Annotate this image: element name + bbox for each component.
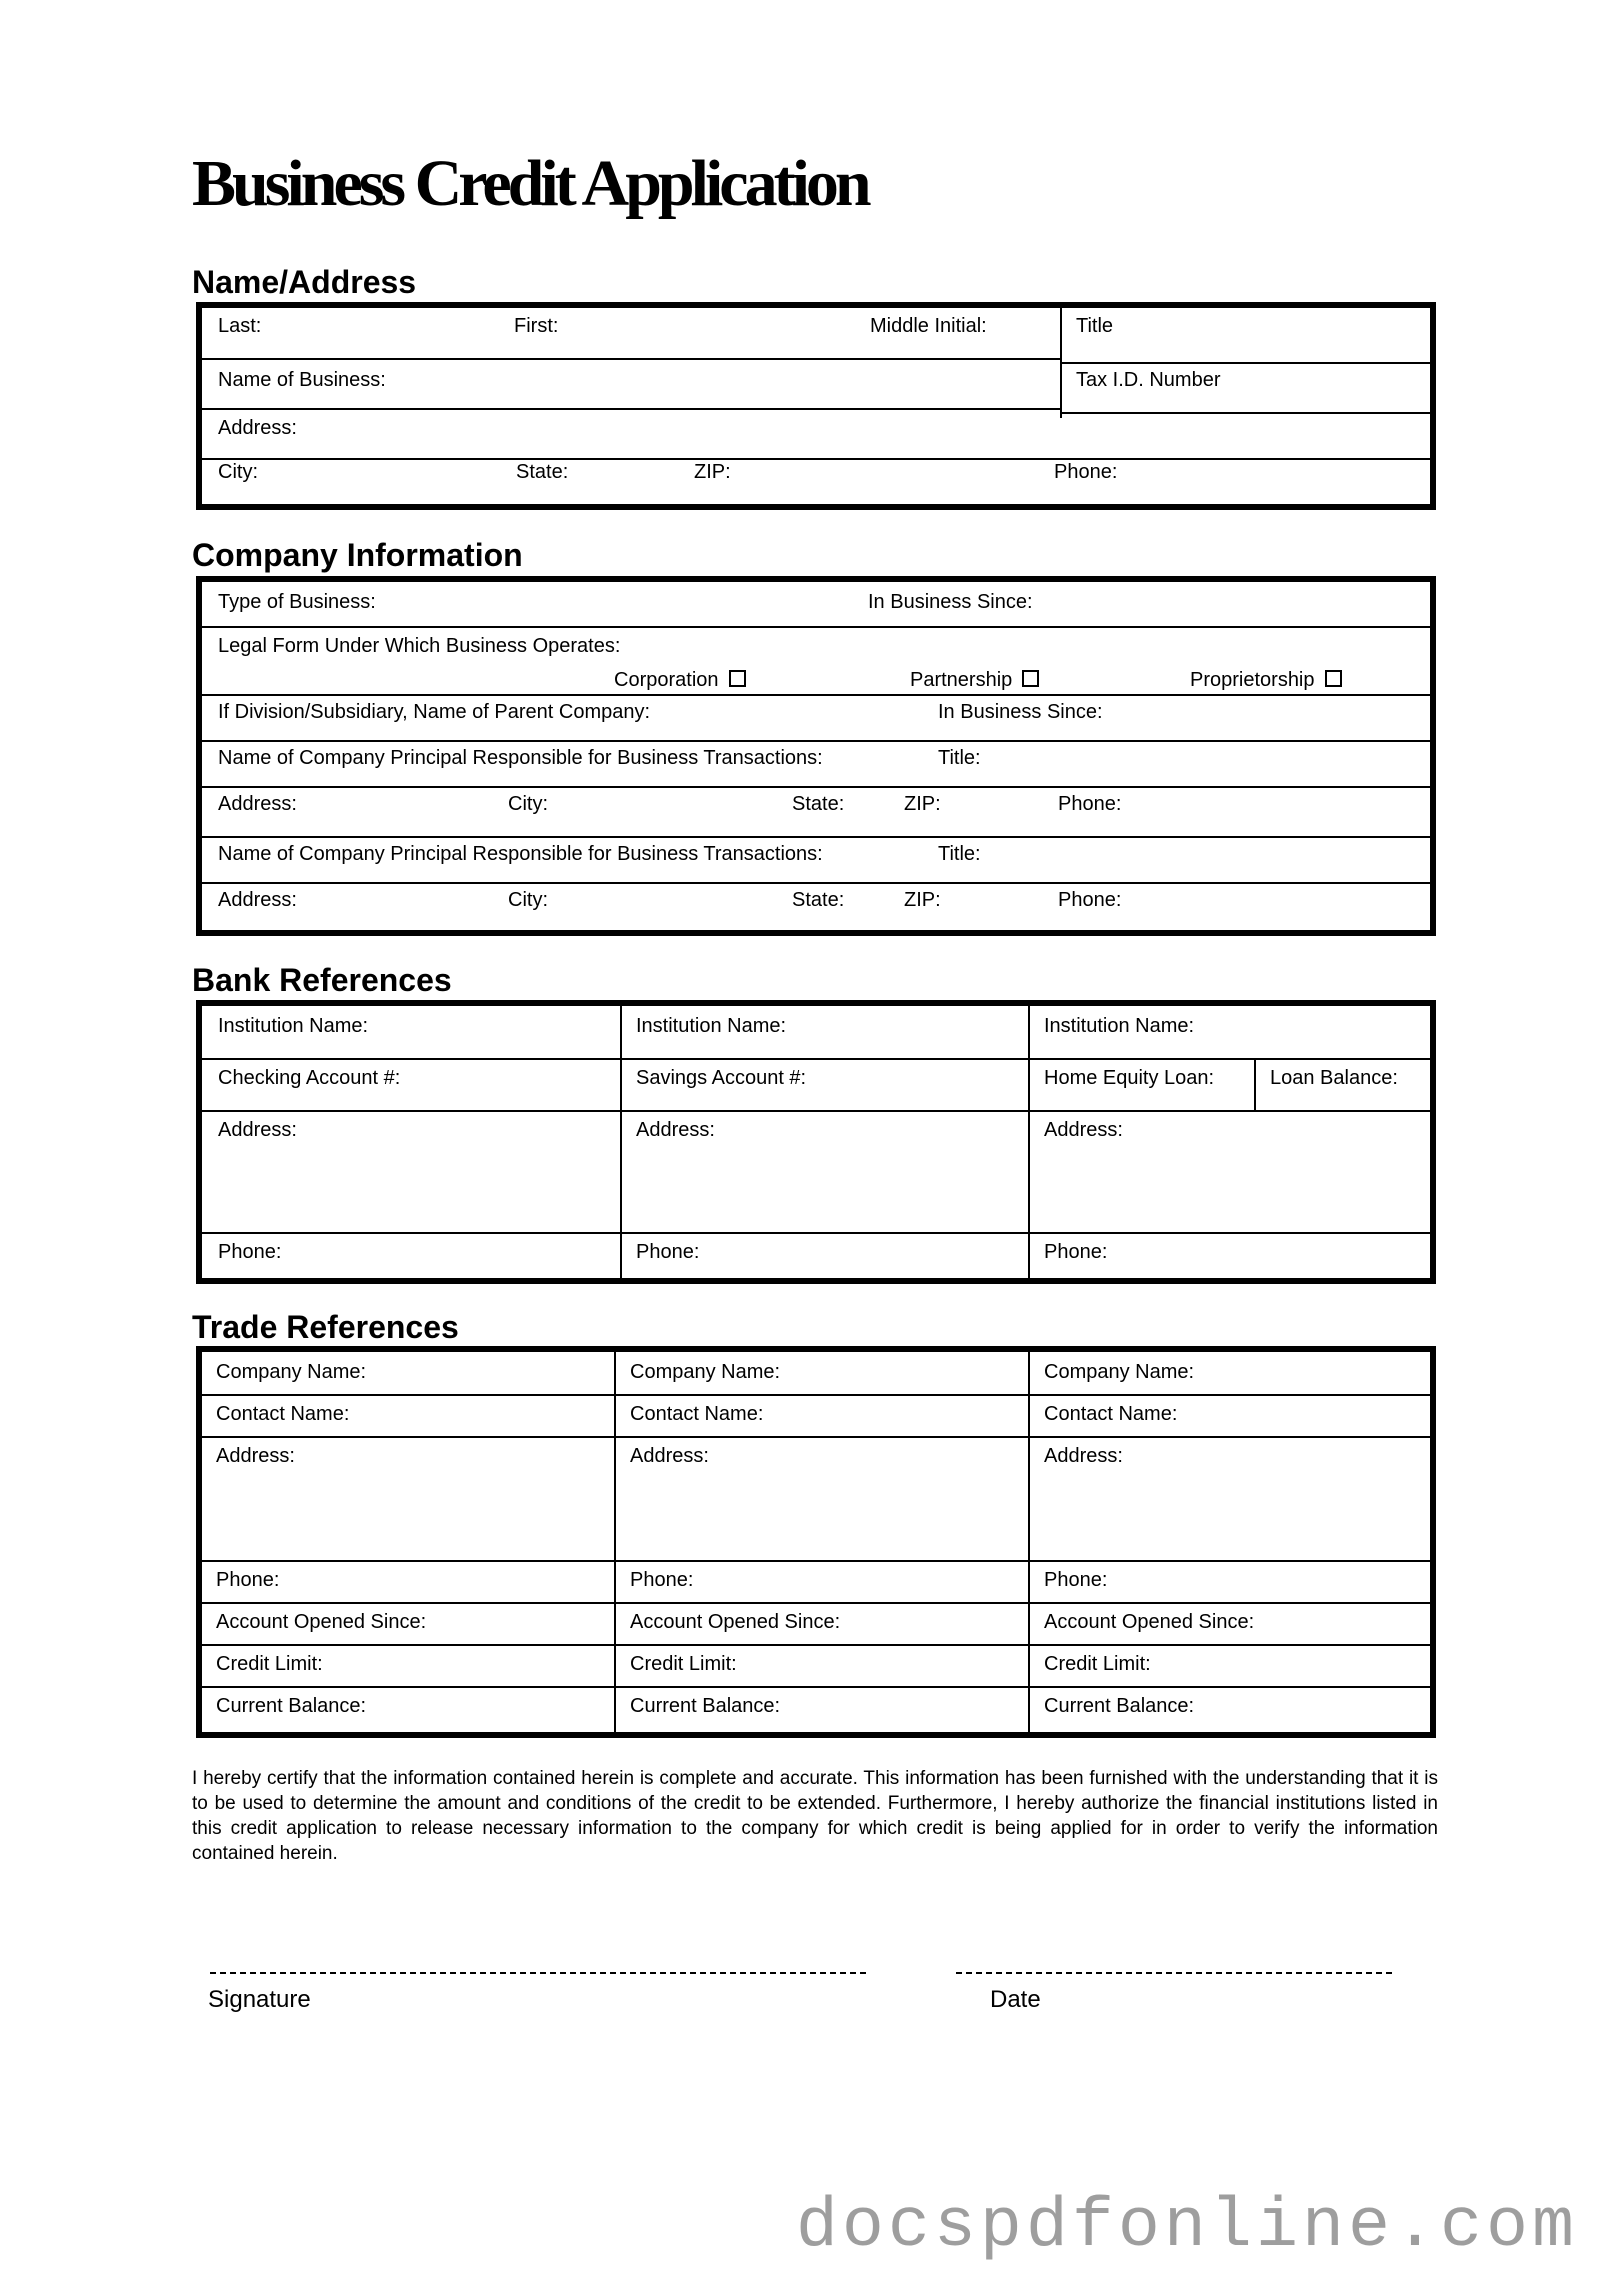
principal-city-field-2[interactable]: City: bbox=[508, 889, 548, 911]
principal-state-field-2[interactable]: State: bbox=[792, 889, 845, 911]
bank1-institution-name[interactable]: Institution Name: bbox=[218, 1015, 369, 1037]
trade2-current-balance[interactable]: Current Balance: bbox=[630, 1695, 781, 1717]
partnership-checkbox[interactable] bbox=[1022, 670, 1039, 687]
company-info-box bbox=[196, 576, 1436, 936]
signature-line[interactable] bbox=[210, 1972, 866, 1974]
trade3-contact-name[interactable]: Contact Name: bbox=[1044, 1403, 1178, 1425]
parent-in-business-since-field[interactable]: In Business Since: bbox=[938, 701, 1103, 723]
trade1-credit-limit[interactable]: Credit Limit: bbox=[216, 1653, 323, 1675]
type-of-business-field[interactable]: Type of Business: bbox=[218, 591, 376, 613]
corporation-checkbox[interactable] bbox=[729, 670, 746, 687]
bank2-phone[interactable]: Phone: bbox=[636, 1241, 700, 1263]
certification-text: I hereby certify that the information contained herein is complete and accurate. This information has been furnished with the understanding that it is to be used to determine the amount and conditions of the credit to be extended. Furthermore, I hereby authorize the financial institutions listed in this credit application to release necessary information to the company for which credit is being applied for in order to verify the information contained herein. bbox=[192, 1768, 1438, 1864]
bank3-home-equity-loan[interactable]: Home Equity Loan: bbox=[1044, 1067, 1215, 1089]
zip-field[interactable]: ZIP: bbox=[694, 461, 731, 483]
bank1-address[interactable]: Address: bbox=[218, 1119, 297, 1141]
date-label: Date bbox=[990, 1986, 1041, 2013]
partnership-label: Partnership bbox=[910, 669, 1013, 691]
trade1-address[interactable]: Address: bbox=[216, 1445, 295, 1467]
trade3-company-name[interactable]: Company Name: bbox=[1044, 1361, 1195, 1383]
signature-label: Signature bbox=[208, 1986, 311, 2013]
principal-title-field-2[interactable]: Title: bbox=[938, 843, 981, 865]
section-heading-name-address: Name/Address bbox=[192, 264, 417, 300]
principal-title-field-1[interactable]: Title: bbox=[938, 747, 981, 769]
tax-id-field[interactable]: Tax I.D. Number bbox=[1076, 369, 1221, 391]
trade2-credit-limit[interactable]: Credit Limit: bbox=[630, 1653, 737, 1675]
bank3-loan-balance[interactable]: Loan Balance: bbox=[1270, 1067, 1398, 1089]
proprietorship-checkbox[interactable] bbox=[1325, 670, 1342, 687]
trade3-address[interactable]: Address: bbox=[1044, 1445, 1123, 1467]
principal-zip-field-1[interactable]: ZIP: bbox=[904, 793, 941, 815]
trade1-current-balance[interactable]: Current Balance: bbox=[216, 1695, 367, 1717]
bank3-address[interactable]: Address: bbox=[1044, 1119, 1123, 1141]
trade2-address[interactable]: Address: bbox=[630, 1445, 709, 1467]
city-field[interactable]: City: bbox=[218, 461, 258, 483]
bank3-phone[interactable]: Phone: bbox=[1044, 1241, 1108, 1263]
principal-state-field-1[interactable]: State: bbox=[792, 793, 845, 815]
trade2-account-opened[interactable]: Account Opened Since: bbox=[630, 1611, 841, 1633]
proprietorship-option[interactable] bbox=[1190, 668, 1342, 692]
bank1-checking-account[interactable]: Checking Account #: bbox=[218, 1067, 401, 1089]
trade2-company-name[interactable]: Company Name: bbox=[630, 1361, 781, 1383]
principal-phone-field-1[interactable]: Phone: bbox=[1058, 793, 1122, 815]
principal-address-field-1[interactable]: Address: bbox=[218, 793, 297, 815]
trade1-contact-name[interactable]: Contact Name: bbox=[216, 1403, 350, 1425]
principal-phone-field-2[interactable]: Phone: bbox=[1058, 889, 1122, 911]
watermark: docspdfonline.com bbox=[795, 2188, 1578, 2267]
state-field[interactable]: State: bbox=[516, 461, 569, 483]
in-business-since-field[interactable]: In Business Since: bbox=[868, 591, 1033, 613]
section-heading-trade-refs: Trade References bbox=[192, 1309, 459, 1345]
name-address-box bbox=[196, 302, 1436, 510]
section-heading-company-info: Company Information bbox=[192, 537, 523, 573]
trade-references-box bbox=[196, 1346, 1436, 1738]
bank2-institution-name[interactable]: Institution Name: bbox=[636, 1015, 787, 1037]
first-name-field[interactable]: First: bbox=[514, 315, 559, 337]
bank2-savings-account[interactable]: Savings Account #: bbox=[636, 1067, 807, 1089]
trade3-credit-limit[interactable]: Credit Limit: bbox=[1044, 1653, 1151, 1675]
trade2-contact-name[interactable]: Contact Name: bbox=[630, 1403, 764, 1425]
bank2-address[interactable]: Address: bbox=[636, 1119, 715, 1141]
title-field[interactable]: Title bbox=[1076, 315, 1114, 337]
last-name-field[interactable]: Last: bbox=[218, 315, 262, 337]
phone-field[interactable]: Phone: bbox=[1054, 461, 1118, 483]
address-field[interactable]: Address: bbox=[218, 417, 297, 439]
trade3-account-opened[interactable]: Account Opened Since: bbox=[1044, 1611, 1255, 1633]
parent-company-field[interactable]: If Division/Subsidiary, Name of Parent Company: bbox=[218, 701, 651, 723]
trade3-phone[interactable]: Phone: bbox=[1044, 1569, 1108, 1591]
corporation-option[interactable] bbox=[614, 668, 746, 692]
partnership-option[interactable] bbox=[910, 668, 1039, 692]
middle-initial-field[interactable]: Middle Initial: bbox=[870, 315, 987, 337]
bank3-institution-name[interactable]: Institution Name: bbox=[1044, 1015, 1195, 1037]
bank1-phone[interactable]: Phone: bbox=[218, 1241, 282, 1263]
page-title: Business Credit Application bbox=[192, 147, 868, 220]
principal-city-field-1[interactable]: City: bbox=[508, 793, 548, 815]
section-heading-bank-refs: Bank References bbox=[192, 962, 452, 998]
corporation-label: Corporation bbox=[614, 669, 719, 691]
bank-references-box bbox=[196, 1000, 1436, 1284]
trade1-account-opened[interactable]: Account Opened Since: bbox=[216, 1611, 427, 1633]
business-name-field[interactable]: Name of Business: bbox=[218, 369, 386, 391]
trade2-phone[interactable]: Phone: bbox=[630, 1569, 694, 1591]
date-line[interactable] bbox=[956, 1972, 1392, 1974]
principal-zip-field-2[interactable]: ZIP: bbox=[904, 889, 941, 911]
principal-name-field-1[interactable]: Name of Company Principal Responsible for Business Transactions: bbox=[218, 747, 823, 769]
trade3-current-balance[interactable]: Current Balance: bbox=[1044, 1695, 1195, 1717]
proprietorship-label: Proprietorship bbox=[1190, 669, 1315, 691]
legal-form-label: Legal Form Under Which Business Operates: bbox=[218, 635, 621, 657]
trade1-phone[interactable]: Phone: bbox=[216, 1569, 280, 1591]
principal-name-field-2[interactable]: Name of Company Principal Responsible for Business Transactions: bbox=[218, 843, 823, 865]
trade1-company-name[interactable]: Company Name: bbox=[216, 1361, 367, 1383]
principal-address-field-2[interactable]: Address: bbox=[218, 889, 297, 911]
